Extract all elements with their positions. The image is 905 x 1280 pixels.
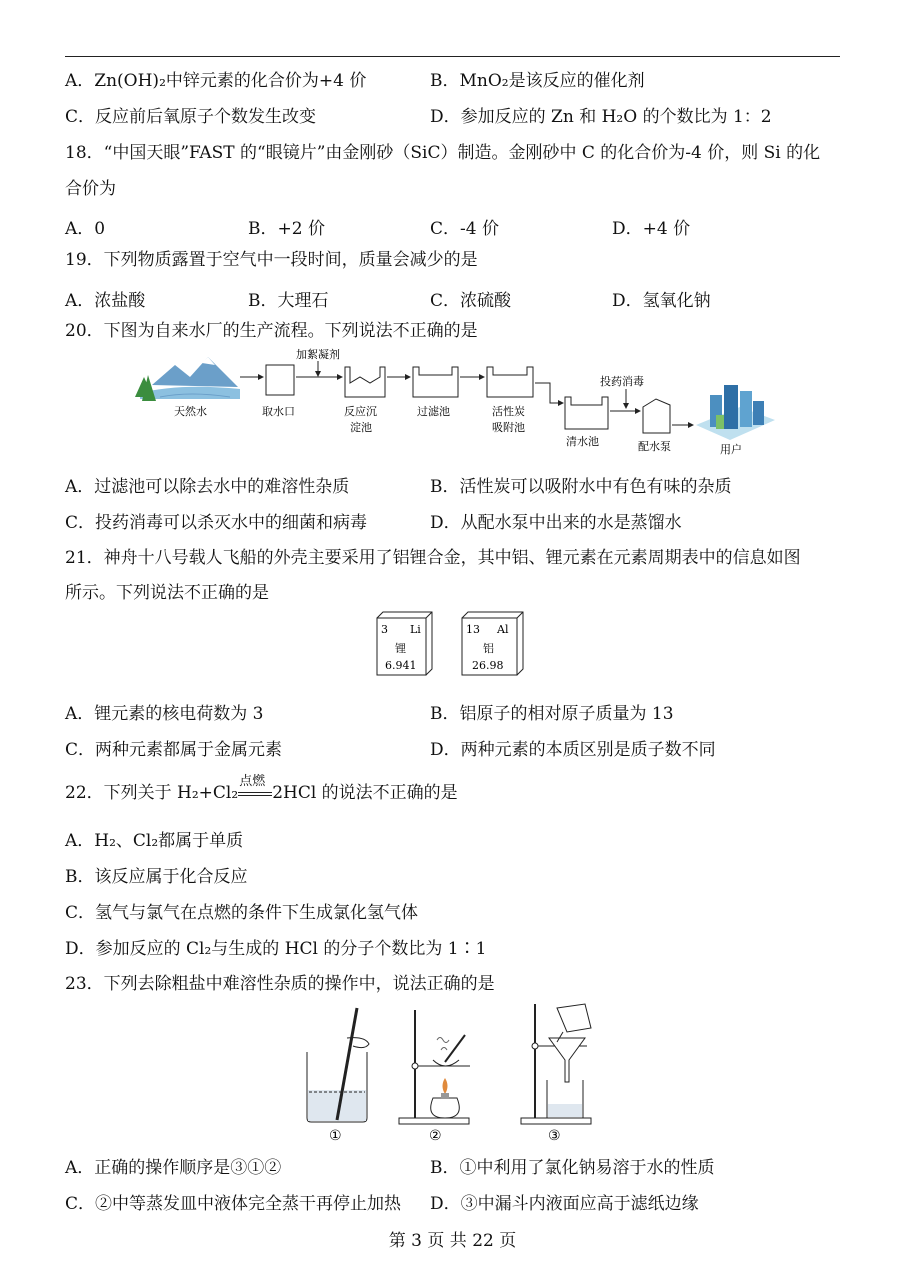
label-step-2: ② bbox=[429, 1128, 442, 1144]
label-pump: 配水泵 bbox=[638, 440, 671, 453]
q23-option-a: A．正确的操作顺序是③①② bbox=[65, 1158, 282, 1178]
reaction-condition: 点燃 bbox=[239, 773, 266, 789]
label-carbon-2: 吸附池 bbox=[492, 421, 525, 434]
q22-option-c: C．氢气与氯气在点燃的条件下生成氯化氢气体 bbox=[65, 903, 419, 923]
header-rule bbox=[65, 56, 840, 57]
pump-house bbox=[643, 399, 670, 433]
q20-option-d: D．从配水泵中出来的水是蒸馏水 bbox=[430, 513, 682, 533]
evaporation-setup bbox=[399, 1010, 470, 1124]
q18-stem-line2: 合价为 bbox=[65, 179, 116, 199]
label-user: 用户 bbox=[720, 443, 742, 456]
label-filter: 过滤池 bbox=[417, 405, 450, 418]
label-carbon-1: 活性炭 bbox=[492, 405, 525, 418]
q21-option-d: D．两种元素的本质区别是质子数不同 bbox=[430, 740, 716, 760]
carbon-tank bbox=[487, 367, 533, 397]
li-number: 3 bbox=[381, 623, 388, 636]
q22-option-b: B．该反应属于化合反应 bbox=[65, 867, 248, 887]
q23-option-b: B．①中利用了氯化钠易溶于水的性质 bbox=[430, 1158, 715, 1178]
q22-stem bbox=[65, 773, 458, 803]
q22-option-d: D．参加反应的 Cl₂与生成的 HCl 的分子个数比为 1∶1 bbox=[65, 939, 487, 959]
q19-option-b: B．大理石 bbox=[248, 291, 329, 311]
li-name: 锂 bbox=[395, 642, 406, 655]
q17-option-c: C．反应前后氧原子个数发生改变 bbox=[65, 107, 317, 127]
q18-option-c: C．-4 价 bbox=[430, 219, 499, 239]
q19-option-c: C．浓硫酸 bbox=[430, 291, 512, 311]
li-symbol: Li bbox=[410, 623, 421, 636]
label-coagulant: 加絮凝剂 bbox=[296, 348, 340, 361]
label-intake: 取水口 bbox=[262, 405, 295, 418]
q20-option-c: C．投药消毒可以杀灭水中的细菌和病毒 bbox=[65, 513, 368, 533]
q17-option-a: A．Zn(OH)₂中锌元素的化合价为+4 价 bbox=[65, 71, 367, 91]
element-cells bbox=[370, 610, 540, 682]
q20-option-a: A．过滤池可以除去水中的难溶性杂质 bbox=[65, 477, 350, 497]
label-disinfect: 投药消毒 bbox=[600, 375, 644, 388]
q19-option-a: A．浓盐酸 bbox=[65, 291, 146, 311]
filter-tank bbox=[413, 367, 458, 397]
al-symbol: Al bbox=[497, 623, 509, 636]
label-settling-1: 反应沉 bbox=[344, 405, 377, 418]
q18-option-d: D．+4 价 bbox=[612, 219, 691, 239]
q17-option-d: D．参加反应的 Zn 和 H₂O 的个数比为 1：2 bbox=[430, 107, 772, 127]
q23-option-d: D．③中漏斗内液面应高于滤纸边缘 bbox=[430, 1194, 699, 1214]
settling-tank bbox=[345, 367, 385, 397]
q21-option-c: C．两种元素都属于金属元素 bbox=[65, 740, 283, 760]
li-mass: 6.941 bbox=[385, 659, 417, 672]
q17-option-b: B．MnO₂是该反应的催化剂 bbox=[430, 71, 645, 91]
filtration-setup bbox=[521, 1004, 591, 1124]
q22-stem-post: 2HCl 的说法不正确的是 bbox=[272, 783, 458, 803]
dissolving-beaker bbox=[307, 1008, 369, 1122]
label-natural-water: 天然水 bbox=[174, 405, 207, 418]
lithium-cell bbox=[377, 612, 432, 675]
page-footer: 第 3 页 共 22 页 bbox=[388, 1231, 517, 1251]
q21-option-a: A．锂元素的核电荷数为 3 bbox=[65, 704, 264, 724]
q21-stem-line1: 21．神舟十八号载人飞船的外壳主要采用了铝锂合金，其中铝、锂元素在元素周期表中的信息如图 bbox=[65, 548, 801, 568]
q21-option-b: B．铝原子的相对原子质量为 13 bbox=[430, 704, 674, 724]
water-treatment-diagram bbox=[130, 345, 780, 460]
q22-stem-pre: 22．下列关于 H₂+Cl₂ bbox=[65, 783, 239, 803]
q22-option-a: A．H₂、Cl₂都属于单质 bbox=[65, 831, 244, 851]
aluminum-cell bbox=[462, 612, 523, 675]
intake-box bbox=[266, 365, 294, 395]
q18-stem-line1: 18．“中国天眼”FAST 的“眼镜片”由金刚砂（SiC）制造。金刚砂中 C 的化合价为-4 价，则 Si 的化 bbox=[65, 143, 821, 163]
q20-option-b: B．活性炭可以吸附水中有色有味的杂质 bbox=[430, 477, 732, 497]
label-step-1: ① bbox=[329, 1128, 342, 1144]
q21-stem-line2: 所示。下列说法不正确的是 bbox=[65, 583, 269, 603]
label-step-3: ③ bbox=[548, 1128, 561, 1144]
q18-option-a: A．0 bbox=[65, 219, 106, 239]
q19-option-d: D．氢氧化钠 bbox=[612, 291, 711, 311]
q23-stem: 23．下列去除粗盐中难溶性杂质的操作中，说法正确的是 bbox=[65, 974, 495, 994]
q19-stem: 19．下列物质露置于空气中一段时间，质量会减少的是 bbox=[65, 250, 478, 270]
q20-stem: 20．下图为自来水厂的生产流程。下列说法不正确的是 bbox=[65, 321, 478, 341]
q18-option-b: B．+2 价 bbox=[248, 219, 325, 239]
q23-option-c: C．②中等蒸发皿中液体完全蒸干再停止加热 bbox=[65, 1194, 402, 1214]
al-name: 铝 bbox=[483, 642, 494, 655]
city-icon bbox=[696, 385, 775, 440]
label-settling-2: 淀池 bbox=[350, 421, 372, 434]
label-clear-water: 清水池 bbox=[566, 435, 599, 448]
natural-water-icon bbox=[135, 357, 240, 401]
clear-water-tank bbox=[565, 397, 608, 429]
al-mass: 26.98 bbox=[472, 659, 504, 672]
reaction-arrow bbox=[238, 773, 272, 802]
al-number: 13 bbox=[466, 623, 480, 636]
salt-purification-diagram bbox=[295, 1000, 615, 1148]
